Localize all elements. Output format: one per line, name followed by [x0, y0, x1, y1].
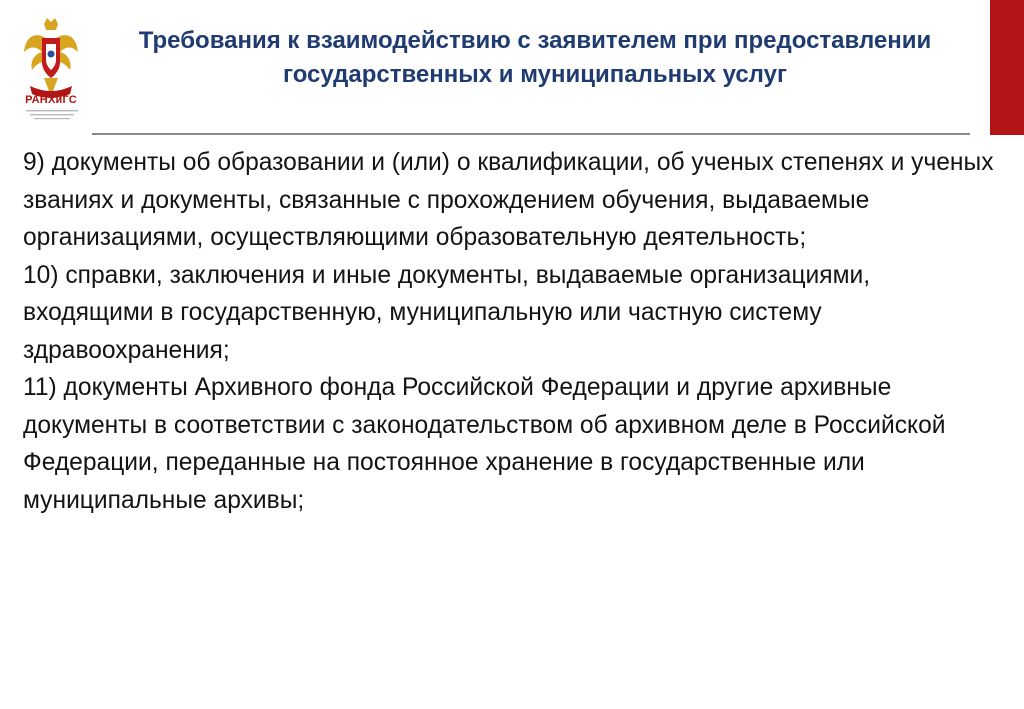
logo-caption-lines	[24, 108, 80, 120]
logo-text: РАНХиГС	[25, 94, 77, 106]
list-item: 9) документы об образовании и (или) о квалификации, об ученых степенях и ученых званиях и документы, связанные с прохождением обучения, выдаваемые организациями, осуществляющими образовательную деятельность;	[23, 149, 994, 251]
title-divider	[92, 133, 970, 135]
accent-bar	[990, 0, 1024, 135]
list-item: 11) документы Архивного фонда Российской Федерации и другие архивные документы в соответствии с законодательством об архивном деле в Российской Федерации, переданные на постоянное хранение в государственные или муниципальные архивы;	[23, 374, 946, 514]
document-body	[23, 144, 998, 519]
page-title: Требования к взаимодействию с заявителем при предоставлении государственных и муниципальных услуг	[138, 27, 932, 88]
list-item: 10) справки, заключения и иные документы, выдаваемые организациями, входящими в государственную, муниципальную или частную систему здравоохранения;	[23, 261, 871, 364]
